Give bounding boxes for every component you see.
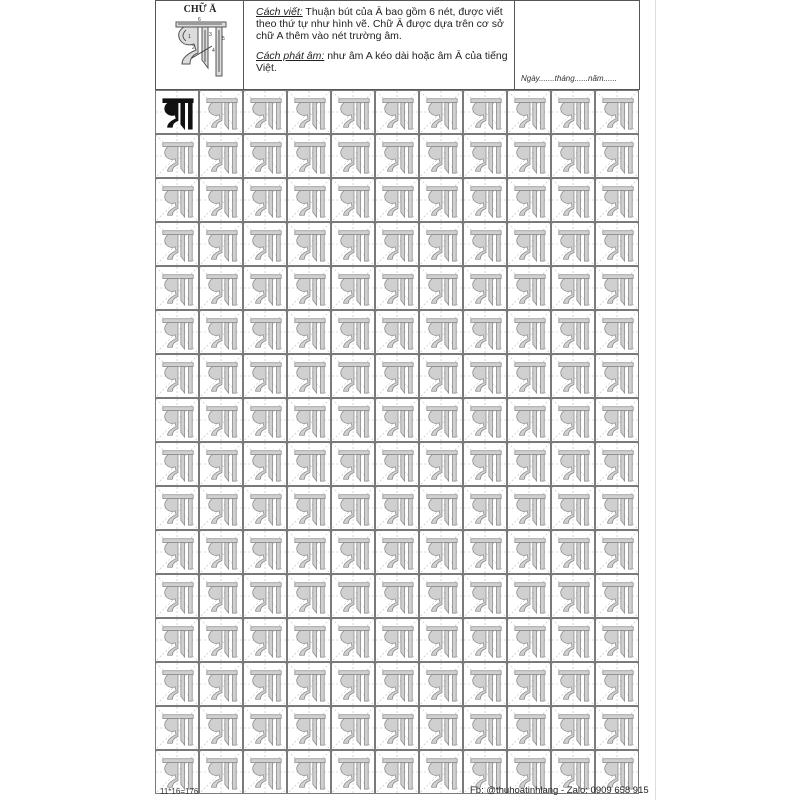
practice-cell — [331, 354, 375, 398]
practice-cell — [551, 662, 595, 706]
practice-cell — [375, 530, 419, 574]
practice-cell — [243, 530, 287, 574]
sample-title: CHỮ Ā — [183, 4, 217, 15]
practice-cell — [419, 134, 463, 178]
practice-cell — [243, 398, 287, 442]
sample-box — [156, 1, 244, 90]
practice-cell — [331, 530, 375, 574]
practice-cell — [199, 618, 243, 662]
stroke-order-diagram — [172, 16, 230, 78]
practice-cell — [331, 618, 375, 662]
practice-cell — [507, 398, 551, 442]
practice-cell — [243, 90, 287, 134]
practice-cell — [375, 750, 419, 794]
practice-cell — [463, 706, 507, 750]
practice-cell — [199, 530, 243, 574]
practice-cell — [507, 222, 551, 266]
practice-cell — [375, 706, 419, 750]
practice-cell — [287, 750, 331, 794]
practice-cell — [287, 442, 331, 486]
practice-cell — [155, 266, 199, 310]
practice-cell — [331, 134, 375, 178]
practice-cell — [331, 574, 375, 618]
practice-cell — [243, 178, 287, 222]
practice-cell — [155, 90, 199, 134]
practice-cell — [551, 134, 595, 178]
practice-cell — [199, 178, 243, 222]
practice-cell — [551, 530, 595, 574]
practice-cell — [463, 486, 507, 530]
practice-cell — [199, 486, 243, 530]
practice-cell — [419, 486, 463, 530]
practice-cell — [463, 134, 507, 178]
practice-cell — [419, 750, 463, 794]
svg-text:3: 3 — [209, 32, 212, 38]
practice-cell — [155, 706, 199, 750]
practice-cell — [243, 266, 287, 310]
practice-cell — [507, 530, 551, 574]
practice-cell — [155, 662, 199, 706]
practice-cell — [287, 354, 331, 398]
practice-cell — [243, 442, 287, 486]
practice-cell — [155, 530, 199, 574]
practice-cell — [375, 618, 419, 662]
practice-cell — [243, 750, 287, 794]
practice-cell — [419, 178, 463, 222]
pronunciation-text: như âm A kéo dài hoặc âm Ā của tiếng Việt. — [256, 50, 508, 74]
practice-cell — [507, 706, 551, 750]
practice-cell — [199, 442, 243, 486]
practice-cell — [375, 90, 419, 134]
practice-cell — [507, 310, 551, 354]
svg-text:2: 2 — [192, 45, 195, 51]
practice-cell — [243, 706, 287, 750]
practice-cell — [507, 266, 551, 310]
practice-cell — [595, 90, 639, 134]
practice-cell — [419, 618, 463, 662]
pronunciation-instruction — [256, 50, 511, 74]
practice-cell — [375, 178, 419, 222]
practice-cell — [243, 134, 287, 178]
practice-cell — [243, 310, 287, 354]
practice-cell — [419, 662, 463, 706]
practice-cell — [199, 266, 243, 310]
cell-count: 11*16=176 — [160, 787, 199, 796]
practice-cell — [375, 486, 419, 530]
instructions — [256, 6, 511, 82]
practice-cell — [243, 662, 287, 706]
practice-cell — [419, 354, 463, 398]
practice-cell — [155, 178, 199, 222]
practice-cell — [287, 134, 331, 178]
practice-cell — [595, 662, 639, 706]
practice-cell — [287, 530, 331, 574]
practice-cell — [155, 354, 199, 398]
practice-cell — [375, 398, 419, 442]
practice-cell — [375, 134, 419, 178]
practice-cell — [463, 398, 507, 442]
practice-cell — [419, 266, 463, 310]
practice-cell — [551, 178, 595, 222]
practice-sheet — [155, 0, 649, 800]
practice-cell — [287, 486, 331, 530]
practice-cell — [419, 310, 463, 354]
practice-cell — [375, 310, 419, 354]
writing-text: Thuận bút của Ā bao gồm 6 nét, được viết theo thứ tự như hình vẽ. Chữ Ā được dựa trên cơ sở chữ A thêm vào nét trường âm. — [256, 6, 504, 42]
practice-cell — [199, 750, 243, 794]
practice-cell — [551, 266, 595, 310]
practice-cell — [595, 134, 639, 178]
practice-cell — [463, 574, 507, 618]
practice-cell — [463, 662, 507, 706]
practice-cell — [331, 398, 375, 442]
writing-label: Cách viết: — [256, 6, 303, 18]
practice-cell — [419, 442, 463, 486]
practice-cell — [375, 222, 419, 266]
practice-cell — [463, 310, 507, 354]
practice-cell — [419, 574, 463, 618]
practice-cell — [507, 662, 551, 706]
practice-cell — [595, 574, 639, 618]
practice-cell — [199, 706, 243, 750]
practice-cell — [155, 442, 199, 486]
practice-cell — [463, 354, 507, 398]
page-edge — [655, 0, 656, 800]
practice-cell — [551, 310, 595, 354]
practice-cell — [419, 706, 463, 750]
practice-cell — [595, 706, 639, 750]
practice-cell — [507, 574, 551, 618]
practice-cell — [463, 530, 507, 574]
practice-cell — [507, 90, 551, 134]
practice-cell — [419, 398, 463, 442]
svg-text:6: 6 — [198, 17, 201, 23]
svg-text:4: 4 — [212, 48, 215, 54]
practice-cell — [463, 178, 507, 222]
practice-cell — [463, 90, 507, 134]
practice-cell — [331, 178, 375, 222]
practice-cell — [199, 662, 243, 706]
practice-cell — [155, 486, 199, 530]
practice-cell — [375, 354, 419, 398]
practice-cell — [199, 574, 243, 618]
svg-text:1: 1 — [188, 34, 191, 40]
practice-cell — [551, 222, 595, 266]
practice-cell — [331, 310, 375, 354]
practice-cell — [155, 618, 199, 662]
date-box — [514, 1, 640, 90]
practice-cell — [199, 90, 243, 134]
practice-cell — [287, 574, 331, 618]
practice-cell — [199, 354, 243, 398]
practice-cell — [331, 706, 375, 750]
practice-cell — [551, 398, 595, 442]
practice-cell — [331, 486, 375, 530]
practice-cell — [331, 750, 375, 794]
practice-cell — [551, 574, 595, 618]
practice-cell — [287, 178, 331, 222]
practice-cell — [243, 354, 287, 398]
practice-cell — [287, 662, 331, 706]
date-line: Ngày.......tháng......năm...... — [521, 74, 617, 83]
practice-cell — [507, 354, 551, 398]
practice-cell — [595, 310, 639, 354]
writing-instruction — [256, 6, 511, 42]
practice-cell — [551, 90, 595, 134]
practice-cell — [595, 486, 639, 530]
practice-cell — [551, 354, 595, 398]
practice-cell — [155, 222, 199, 266]
practice-cell — [507, 134, 551, 178]
practice-cell — [375, 266, 419, 310]
practice-cell — [287, 310, 331, 354]
svg-text:5: 5 — [222, 36, 225, 42]
contact-info: Fb: @thuhoatinhlang - Zalo: 0909 658 915 — [470, 785, 649, 796]
practice-cell — [287, 706, 331, 750]
practice-cell — [243, 618, 287, 662]
practice-cell — [375, 442, 419, 486]
practice-cell — [595, 530, 639, 574]
practice-cell — [463, 222, 507, 266]
practice-cell — [507, 442, 551, 486]
practice-cell — [287, 618, 331, 662]
practice-cell — [199, 134, 243, 178]
practice-cell — [507, 486, 551, 530]
practice-cell — [331, 442, 375, 486]
practice-cell — [199, 222, 243, 266]
practice-cell — [155, 574, 199, 618]
practice-cell — [287, 398, 331, 442]
practice-cell — [375, 662, 419, 706]
practice-cell — [463, 442, 507, 486]
practice-cell — [419, 530, 463, 574]
practice-cell — [243, 222, 287, 266]
pronunciation-label: Cách phát âm: — [256, 50, 325, 62]
practice-cell — [595, 178, 639, 222]
practice-cell — [507, 618, 551, 662]
practice-cell — [551, 486, 595, 530]
practice-cell — [595, 442, 639, 486]
practice-cell — [463, 266, 507, 310]
practice-cell — [331, 266, 375, 310]
practice-cell — [551, 706, 595, 750]
practice-cell — [551, 442, 595, 486]
practice-cell — [595, 266, 639, 310]
practice-cell — [243, 486, 287, 530]
practice-cell — [199, 398, 243, 442]
practice-cell — [155, 398, 199, 442]
practice-cell — [243, 574, 287, 618]
practice-cell — [595, 354, 639, 398]
practice-cell — [375, 574, 419, 618]
practice-cell — [551, 618, 595, 662]
practice-cell — [419, 90, 463, 134]
practice-cell — [595, 618, 639, 662]
practice-cell — [331, 222, 375, 266]
practice-cell — [287, 222, 331, 266]
practice-cell — [287, 266, 331, 310]
sheet-header — [155, 0, 640, 90]
practice-cell — [507, 178, 551, 222]
practice-cell — [331, 90, 375, 134]
practice-cell — [155, 134, 199, 178]
practice-cell — [287, 90, 331, 134]
practice-cell — [155, 310, 199, 354]
practice-cell — [331, 662, 375, 706]
practice-cell — [595, 222, 639, 266]
practice-cell — [199, 310, 243, 354]
practice-cell — [419, 222, 463, 266]
practice-cell — [463, 618, 507, 662]
practice-cell — [595, 398, 639, 442]
